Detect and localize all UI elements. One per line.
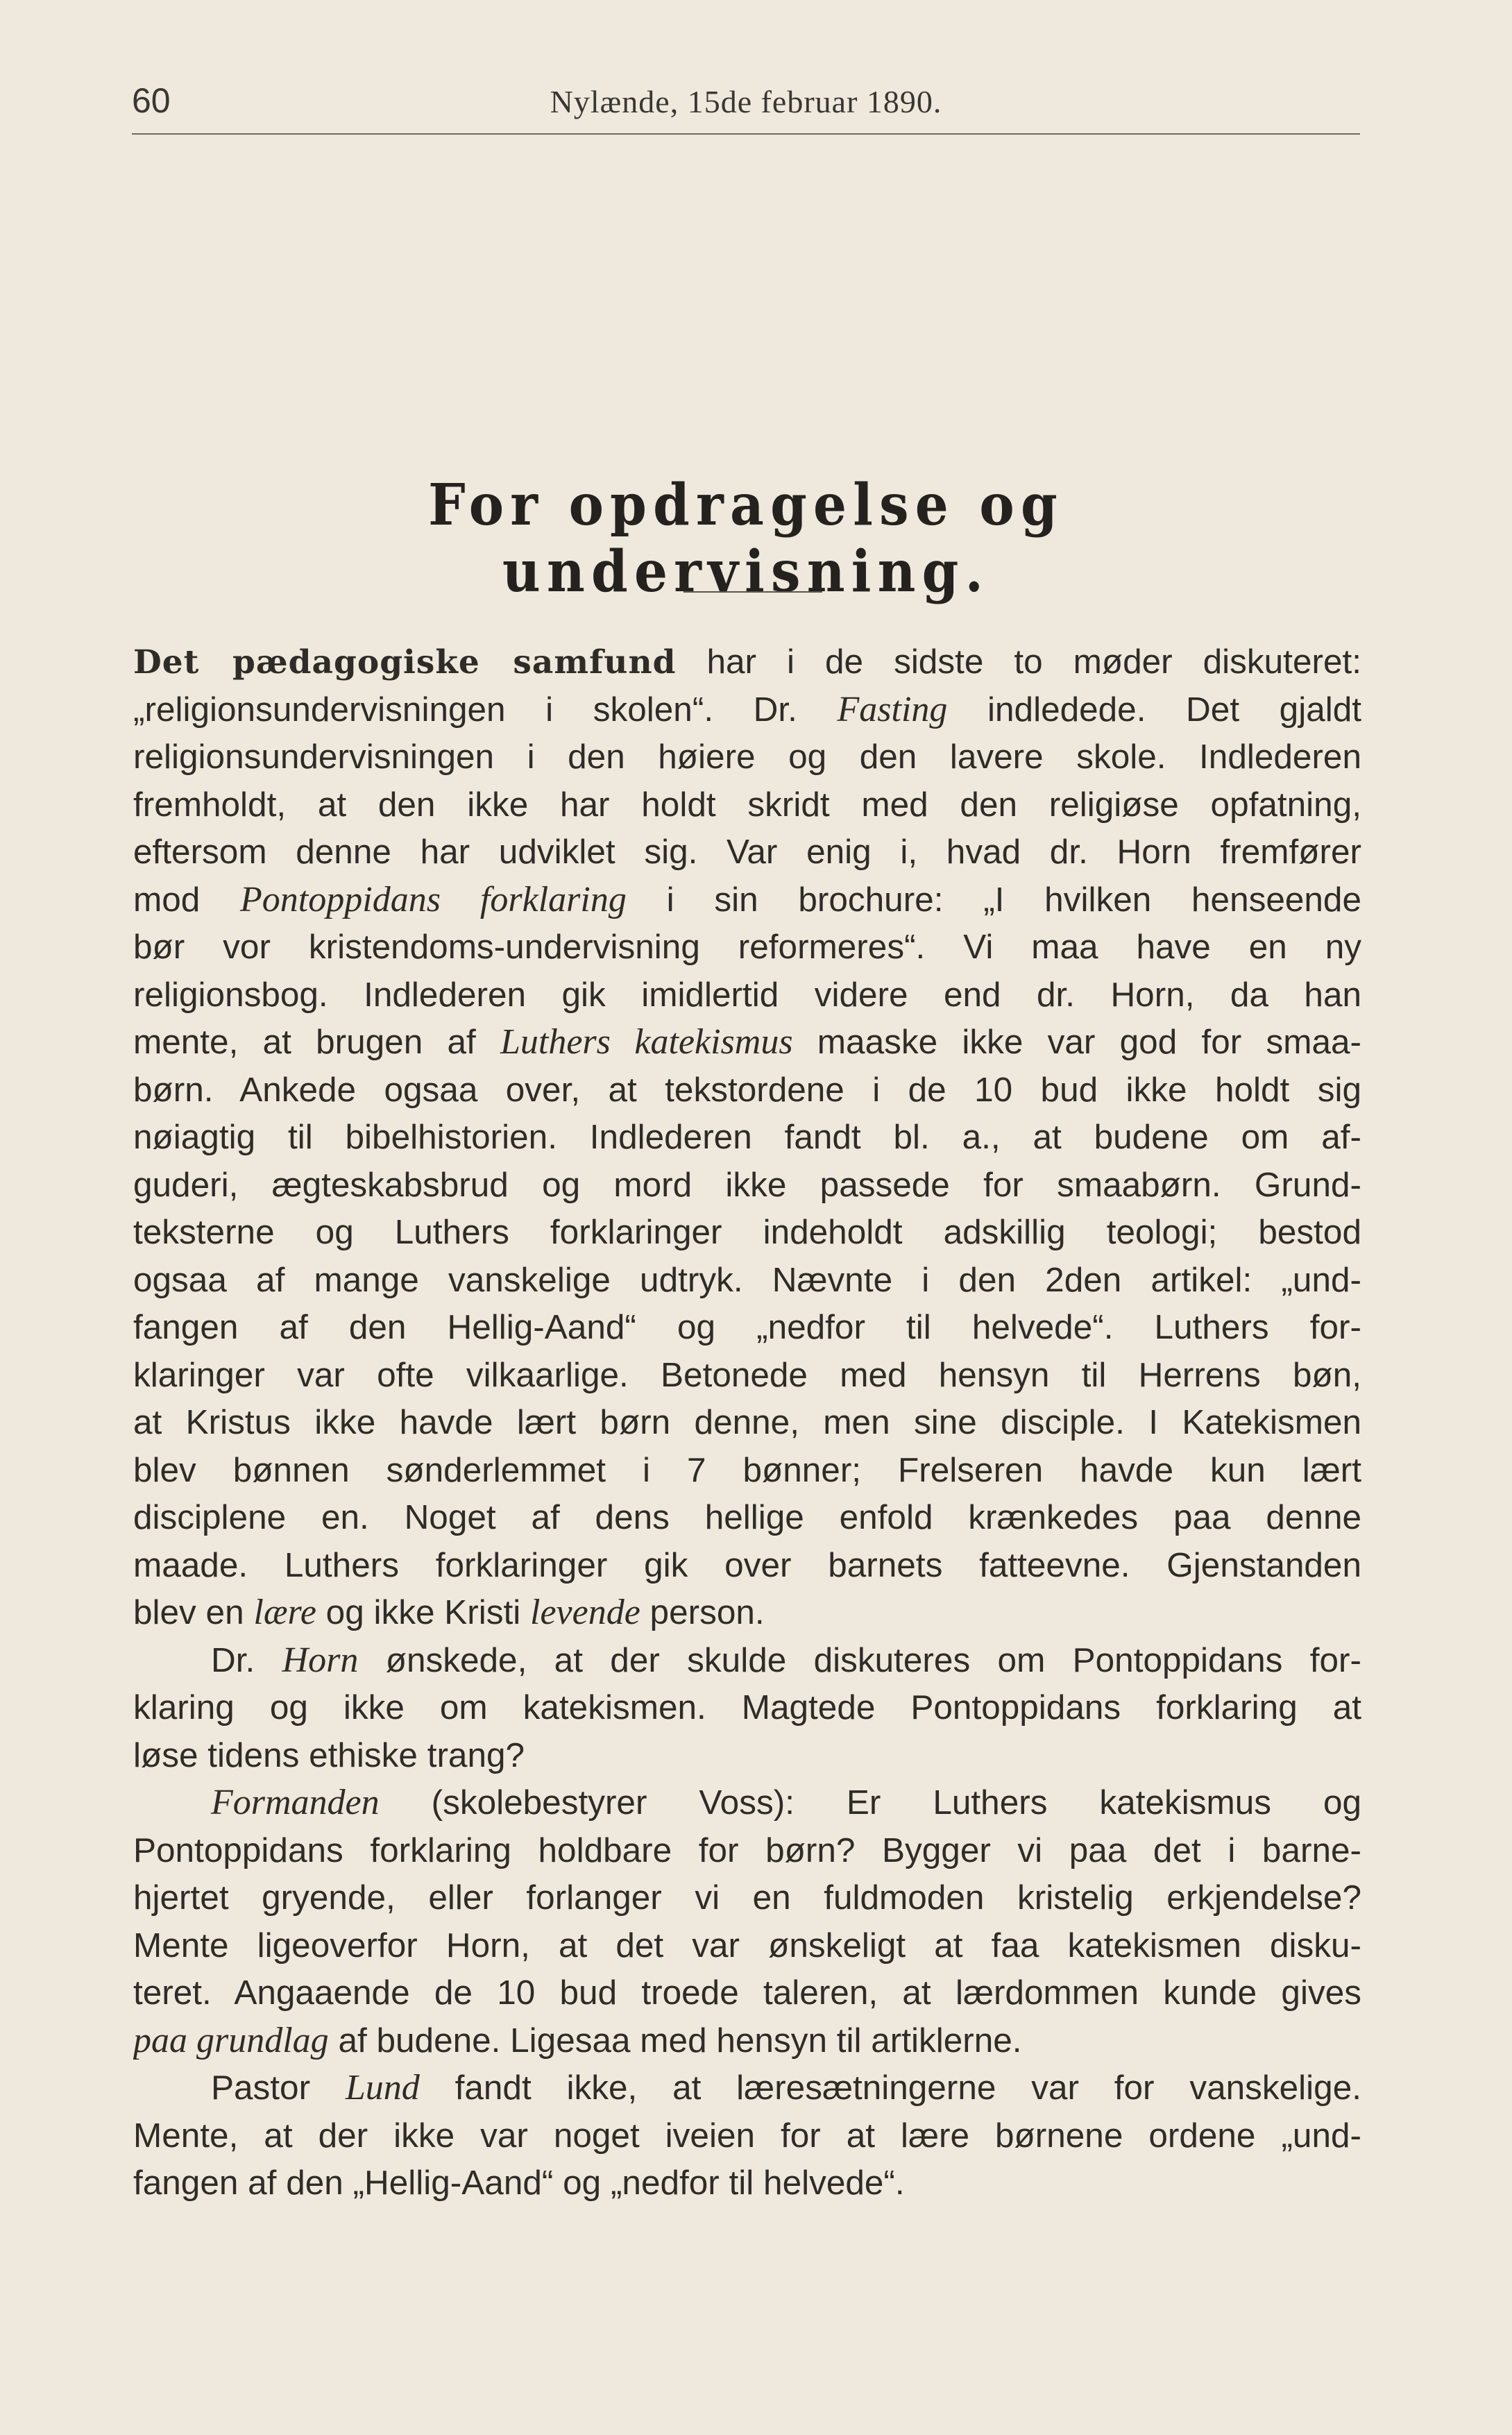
lead-phrase: Det pædagogiske samfund [133,643,677,681]
text-line [133,1684,1361,1732]
text-run: „religionsundervisningen i skolen“. Dr. [133,690,838,729]
text-line [133,1304,1361,1352]
text-line [133,1779,1361,1827]
text-line [133,1589,1361,1637]
text-line [133,781,1361,829]
text-line [133,876,1361,924]
text-run: Mente, at der ikke var noget iveien for at lære børnene ordene „und- [133,2116,1361,2155]
emphasis: levende [530,1593,640,1632]
text-run: religionsbog. Indlederen gik imidlertid videre end dr. Horn, da han [133,975,1361,1014]
text-line [133,1827,1361,1875]
text-line [133,924,1361,972]
text-run: ogsaa af mange vanskelige udtryk. Nævnte i den 2den artikel: „und- [133,1260,1361,1299]
text-run: fangen af den „Hellig-Aand“ og „nedfor til helvede“. [133,2164,905,2202]
text-run: disciplene en. Noget af dens hellige enfold krænkedes paa denne [133,1498,1361,1536]
text-line [133,1542,1361,1590]
text-line [133,1019,1361,1067]
text-run: blev en [133,1593,254,1631]
text-run: bør vor kristendoms-undervisning reformeres“. Vi maa have en ny [133,928,1361,966]
text-line [133,2160,1361,2207]
text-run: Dr. [211,1640,282,1679]
text-run: og ikke Kristi [316,1593,531,1631]
emphasis: Formanden [211,1783,380,1822]
text-line [133,1209,1361,1257]
emphasis: paa grundlag [133,2020,329,2060]
text-run: guderi, ægteskabsbrud og mord ikke passede for smaabørn. Grund- [133,1165,1361,1204]
text-line [133,1732,1361,1780]
text-run: klaringer var ofte vilkaarlige. Betonede med hensyn til Herrens bøn, [133,1355,1361,1394]
article-title: For opdragelse og undervisning. [428,472,1064,605]
text-line [133,638,1361,686]
text-run: blev bønnen sønderlemmet i 7 bønner; Frelseren havde kun lært [133,1450,1361,1489]
article-body [133,638,1361,2207]
text-run: nøiagtig til bibelhistorien. Indlederen fandt bl. a., at budene om af- [133,1118,1361,1156]
text-run: Pontoppidans forklaring holdbare for børn? Bygger vi paa det i barne- [133,1831,1361,1869]
page-header [132,78,1360,135]
text-line [133,972,1361,1019]
text-line [133,1352,1361,1400]
text-run: at Kristus ikke havde lært børn denne, men sine disciple. I Katekismen [133,1403,1361,1441]
text-line [133,2064,1361,2112]
text-line [133,1447,1361,1495]
text-run: fremholdt, at den ikke har holdt skridt med den religiøse opfatning, [133,785,1361,824]
emphasis: lære [253,1593,316,1632]
emphasis: Fasting [837,689,948,729]
text-line [133,2112,1361,2160]
text-run: (skolebestyrer Voss): Er Luthers katekismus og [379,1783,1361,1822]
running-head: Nylænde, 15de februar 1890. [550,84,942,119]
text-line [133,829,1361,876]
text-line [133,1922,1361,1970]
text-run: af budene. Ligesaa med hensyn til artiklerne. [328,2021,1022,2060]
text-run: i sin brochure: „I hvilken henseende [626,880,1361,919]
text-line [133,1874,1361,1922]
text-run: person. [640,1593,765,1631]
page-number: 60 [132,81,171,120]
text-run: eftersom denne har udviklet sig. Var enig i, hvad dr. Horn fremfører [133,833,1361,871]
text-run: løse tidens ethiske trang? [133,1736,525,1774]
text-run: indledede. Det gjaldt [947,690,1361,729]
text-line [133,1637,1361,1685]
text-run: religionsundervisningen i den høiere og den lavere skole. Indlederen [133,738,1361,776]
text-line [133,1114,1361,1162]
text-run: ønskede, at der skulde diskuteres om Pontoppidans for- [358,1640,1361,1679]
text-run: mod [133,880,241,919]
text-run: maade. Luthers forklaringer gik over barnets fatteevne. Gjenstanden [133,1545,1361,1584]
text-run: hjertet gryende, eller forlanger vi en fuldmoden kristelig erkjendelse? [133,1878,1361,1917]
emphasis: Luthers katekismus [500,1022,793,1062]
text-run: teksterne og Luthers forklaringer indeholdt adskillig teologi; bestod [133,1213,1361,1251]
text-line [133,1494,1361,1542]
text-line [133,1969,1361,2017]
text-run: Pastor [211,2069,346,2107]
emphasis: Lund [345,2068,420,2107]
emphasis: Pontoppidans forklaring [240,879,627,919]
text-line [133,686,1361,734]
text-run: fandt ikke, at læresætningerne var for vanskelige. [419,2069,1361,2107]
text-run: teret. Angaaende de 10 bud troede taleren, at lærdommen kunde gives [133,1974,1361,2012]
text-line [133,1257,1361,1305]
text-line [133,1399,1361,1447]
text-run: Mente ligeoverfor Horn, at det var ønskeligt at faa katekismen disku- [133,1926,1361,1965]
text-line [133,1162,1361,1210]
text-run: maaske ikke var god for smaa- [792,1023,1361,1061]
text-run: mente, at brugen af [133,1023,500,1061]
text-run: fangen af den Hellig-Aand“ og „nedfor til helvede“. Luthers for- [133,1308,1361,1346]
emphasis: Horn [282,1640,359,1680]
title-rule [683,591,822,593]
text-line [133,1067,1361,1114]
text-run: børn. Ankede ogsaa over, at tekstordene i de 10 bud ikke holdt sig [133,1070,1361,1109]
text-run: klaring og ikke om katekismen. Magtede Pontoppidans forklaring at [133,1688,1361,1726]
text-run: har i de sidste to møder diskuteret: [676,643,1361,681]
text-line [133,2017,1361,2065]
text-line [133,733,1361,781]
